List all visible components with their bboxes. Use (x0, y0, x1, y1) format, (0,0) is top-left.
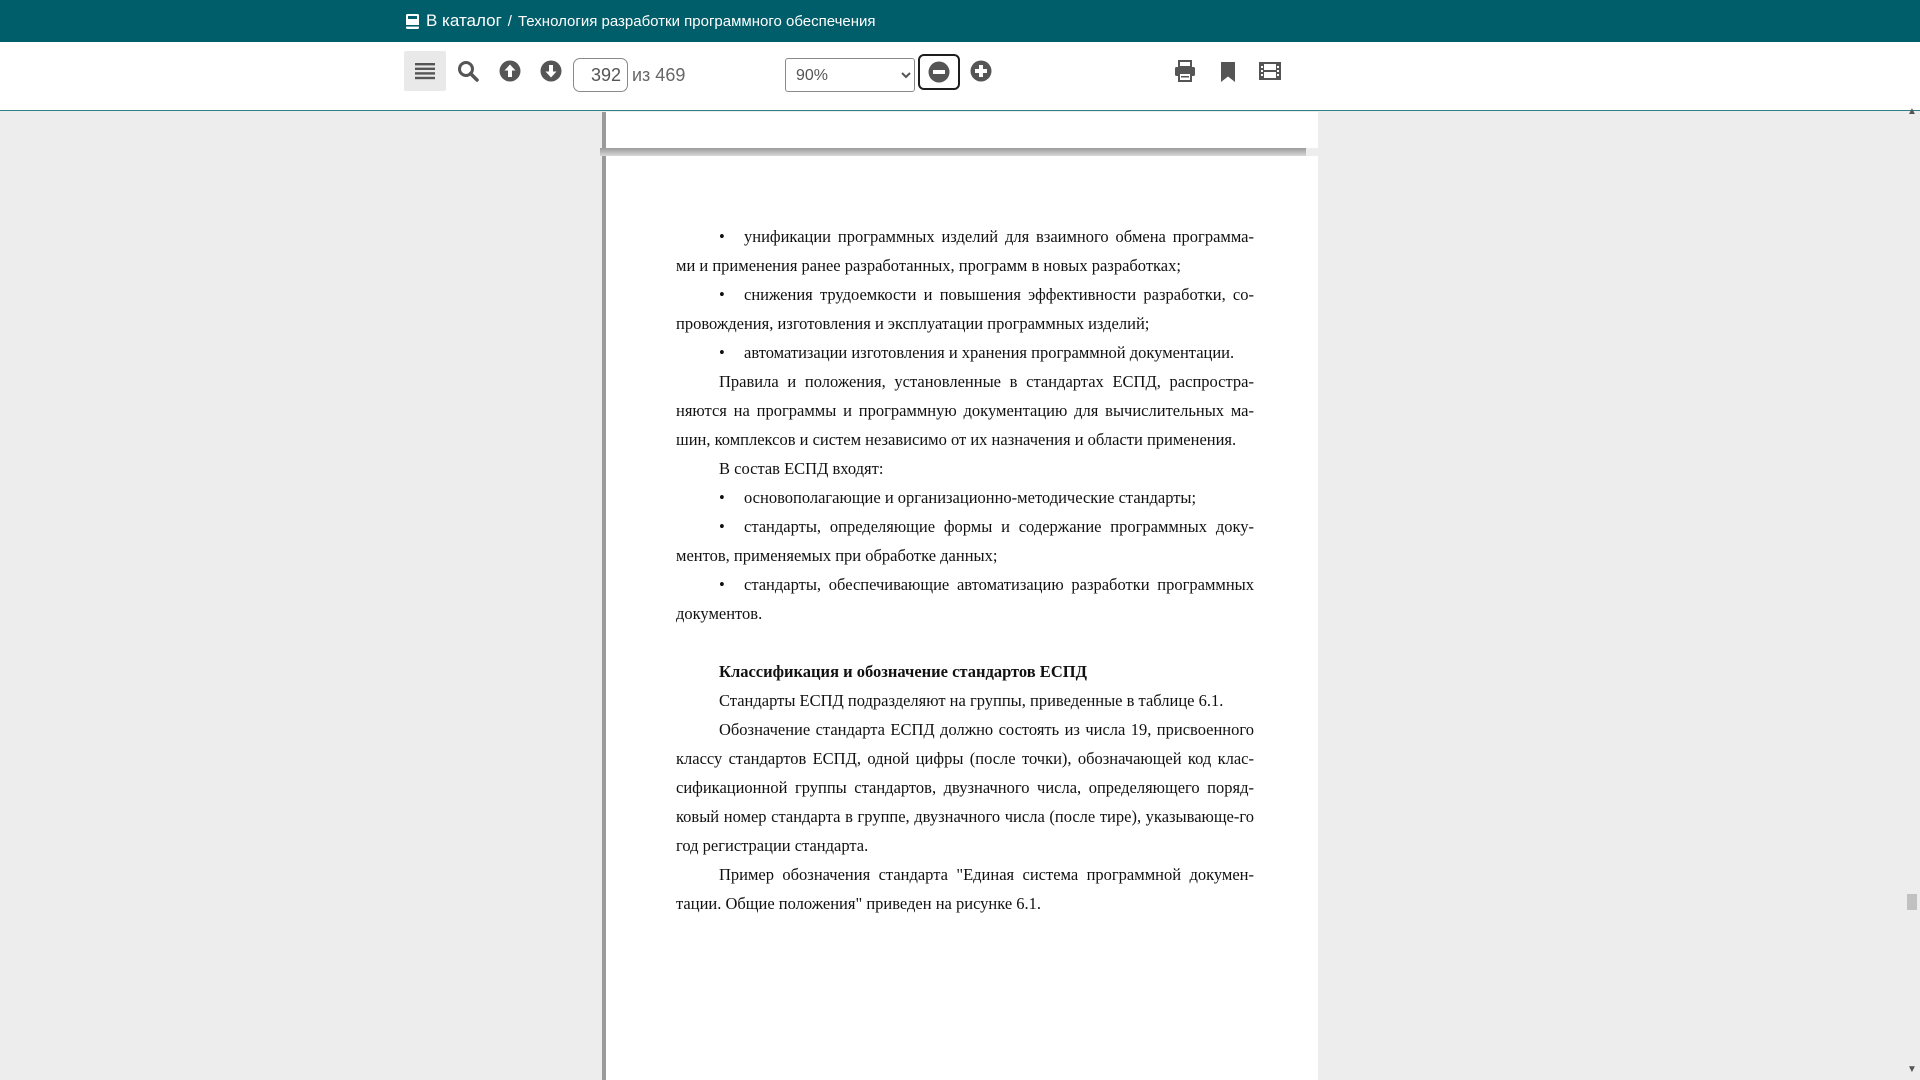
page-number-input[interactable] (573, 58, 628, 92)
bookmark-button[interactable] (1207, 52, 1249, 92)
arrow-up-circle-icon (499, 60, 521, 82)
film-icon (1259, 61, 1281, 81)
bullet-item: • снижения трудоемкости и повышения эффективности разработки, со-провождения, изготовления и эксплуатации программных изделий; (676, 280, 1254, 338)
list-icon (415, 62, 435, 80)
catalog-link[interactable]: В каталог (426, 11, 502, 30)
paragraph: Пример обозначения стандарта "Единая система программной докумен-тации. Общие положения" приведен на рисунке 6.1. (676, 865, 1254, 913)
paragraph: В состав ЕСПД входят: (719, 459, 884, 478)
bullet-item: • стандарты, определяющие формы и содержание программных доку-ментов, применяемых при обработке данных; (676, 512, 1254, 570)
book-icon[interactable] (405, 13, 420, 30)
print-button[interactable] (1164, 51, 1206, 91)
arrow-down-circle-icon (540, 60, 562, 82)
document-title: Технология разработки программного обеспечения (517, 12, 876, 30)
toc-button[interactable] (404, 51, 446, 91)
bookmark-icon (1220, 61, 1236, 83)
plus-circle-icon (970, 60, 992, 82)
bullet-item: • унификации программных изделий для взаимного обмена программа-ми и применения ранее разработанных, программ в новых разработках; (676, 222, 1254, 280)
breadcrumb-separator: / (507, 12, 512, 30)
paragraph: Обозначение стандарта ЕСПД должно состоять из числа 19, присвоенного классу стандартов ЕСПД, одной цифры (после точки), обозначающей код клас-сификационной группы стандартов, двузначного числа, определяющего поряд-ковый номер стандарта в группе, двузначного числа (после тире), указывающе-го год регистрации стандарта. (676, 720, 1254, 855)
film-button[interactable] (1249, 51, 1291, 91)
page-total-label: из 469 (632, 65, 686, 85)
zoom-select[interactable] (785, 58, 915, 92)
document-page (602, 156, 1318, 1080)
printer-icon (1174, 60, 1196, 82)
minus-circle-icon (928, 61, 950, 83)
scroll-thumb[interactable] (1907, 894, 1917, 910)
vertical-scrollbar[interactable] (1905, 112, 1920, 1080)
bullet-item: • основополагающие и организационно-методические стандарты; (676, 483, 1254, 512)
prev-page-button[interactable] (489, 51, 531, 91)
page-text (676, 222, 1254, 918)
section-heading: Классификация и обозначение стандартов ЕСПД (719, 662, 1087, 681)
bullet-item: • стандарты, обеспечивающие автоматизацию разработки программных документов. (676, 570, 1254, 628)
document-viewer[interactable] (0, 112, 1920, 1080)
paragraph: Стандарты ЕСПД подразделяют на группы, приведенные в таблице 6.1. (719, 691, 1224, 710)
zoom-out-button[interactable] (918, 54, 960, 90)
previous-page-bottom (602, 112, 1318, 148)
breadcrumb (405, 0, 876, 42)
scroll-up-arrow-icon[interactable]: ▲ (1907, 106, 1917, 117)
scroll-down-arrow-icon[interactable]: ▼ (1907, 1064, 1917, 1075)
paragraph: Правила и положения, установленные в стандартах ЕСПД, распростра-няются на программы и программную документацию для вычислительных ма-шин, комплексов и систем независимо от их назначения и области применения. (676, 372, 1254, 449)
zoom-in-button[interactable] (960, 51, 1002, 91)
bullet-item: • автоматизации изготовления и хранения программной документации. (676, 338, 1254, 367)
next-page-button[interactable] (530, 51, 572, 91)
search-icon (457, 60, 479, 82)
search-button[interactable] (447, 51, 489, 91)
top-header-bar (0, 0, 1920, 42)
page-separator (600, 148, 1306, 156)
viewer-toolbar (0, 42, 1920, 111)
